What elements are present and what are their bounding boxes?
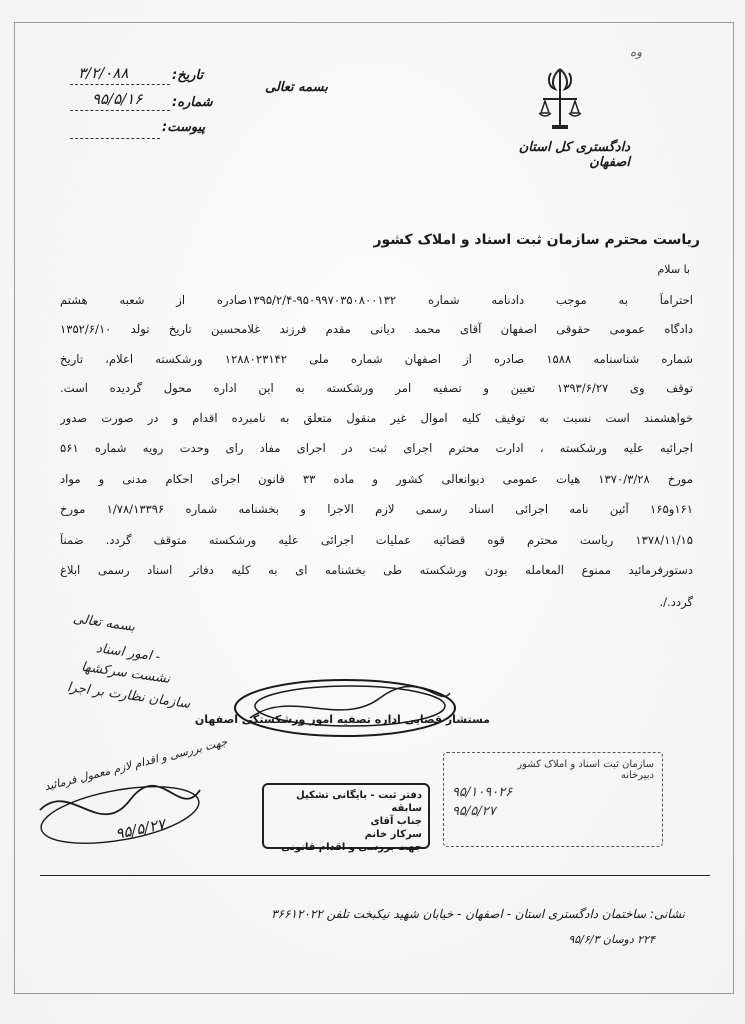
archive-stamp-purpose: جهت بررسی و اقدام قانونی (281, 842, 422, 853)
body-line: توقف وی ۱۳۹۳/۶/۲۷ تعیین و تصفیه امر ورشکسته به این اداره محول گردیده است. (60, 381, 693, 395)
body-line: ۱۶۱و۱۶۵ آئین نامه اجرائی اسناد رسمی لازم الاجرا و بخشنامه شماره ۱/۷۸/۱۳۳۹۶ مورخ (60, 502, 693, 516)
archive-stamp-title: دفتر ثبت - بایگانی تشکیل سابقه (296, 790, 422, 814)
body-line: دادگاه عمومی حقوقی اصفهان آقای محمد دیانی مقدم فرزند غلامحسین تاریخ تولد ۱۳۵۲/۶/۱۰ (60, 322, 693, 336)
body-line: ۱۳۷۸/۱۱/۱۵ ریاست محترم قوه قضائیه عملیات اجرائی علیه ورشکسته متوقف گردد. ضمناً (60, 533, 693, 547)
signature-title: مستشار قضایی اداره تصفیه امور ورشکستگی اصفهان (194, 713, 490, 726)
date-label: تاریخ: (172, 68, 204, 83)
footer-address: نشانی: ساختمان دادگستری استان - اصفهان - خیابان شهید نیکبخت تلفن ۳۶۶۱۲۰۲۲ (271, 907, 685, 921)
footer-divider (40, 875, 710, 876)
letter-recipient: ریاست محترم سازمان ثبت اسناد و املاک کشور (373, 232, 700, 248)
footer-note: ۲۲۴ دوسان ۹۵/۶/۳ (568, 933, 655, 946)
number-underline (70, 110, 170, 111)
body-line: خواهشمند است نسبت به توقیف کلیه اموال غیر منقول متعلق به نامبرده اقدام و در صورت صدور (60, 411, 693, 425)
attachment-label: پیوست: (162, 120, 206, 135)
registry-stamp-office: دبیرخانه (620, 770, 654, 781)
registry-stamp-date: ۹۵/۵/۲۷ (452, 804, 496, 819)
registry-stamp-number: ۹۵/۱۰۹۰۲۶ (452, 785, 513, 800)
body-line: دستورفرمائید ممنوع المعامله بودن ورشکسته طی بخشنامه ای به کلیه دفاتر اسناد رسمی ابلاغ (60, 563, 693, 577)
letter-greeting: با سلام (657, 263, 690, 276)
margin-note: جهت بررسی و اقدام لازم معمول فرمائید (42, 735, 229, 794)
body-line: احتراماً به موجب دادنامه شماره ۹۵۰۹۹۷۰۳۵۰۸۰۰۱۳۲-۱۳۹۵/۲/۴صادره از شعبه هشتم (60, 293, 693, 307)
margin-note: - امور اسناد (95, 641, 162, 665)
judiciary-emblem-icon (535, 65, 585, 135)
corner-mark: وه (630, 45, 643, 59)
body-line: شماره شناسنامه ۱۵۸۸ صادره از اصفهان شماره ملی ۱۲۸۸۰۲۳۱۴۲ ورشکسته اعلام، تاریخ (60, 352, 693, 366)
number-label: شماره: (172, 95, 213, 110)
margin-note: بسمه تعالی (72, 611, 137, 635)
registry-stamp-org: سازمان ثبت اسناد و املاک کشور (517, 759, 654, 770)
attachment-underline (70, 138, 160, 139)
registry-stamp (443, 752, 663, 847)
number-value: ۹۵/۵/۱۶ (92, 90, 143, 108)
handwritten-date: ۹۵/۵/۲۷ (113, 814, 167, 844)
body-line-last: گردد./. (659, 595, 693, 609)
archive-stamp-mr: جناب آقای (370, 816, 422, 827)
organization-name: دادگستری کل استان اصفهان (518, 140, 630, 170)
date-value: ۳/۲/۰۸۸ (78, 64, 129, 82)
margin-note: سازمان نظارت بر اجرا (66, 679, 192, 712)
date-underline (70, 84, 170, 85)
body-line: اجرائیه علیه ورشکسته ، ادارت محترم اجرای ثبت در اجرای مفاد رای وحدت رویه شماره ۵۶۱ (60, 441, 693, 455)
signature-scribble-icon (230, 668, 460, 748)
margin-note: نشست سرکشها (80, 659, 172, 687)
archive-stamp-mrs: سرکار خانم (364, 829, 422, 840)
archive-stamp (262, 783, 430, 853)
bismillah-heading: بسمه تعالی (265, 80, 328, 95)
body-line: مورخ ۱۳۷۰/۳/۲۸ هیات عمومی دیوانعالی کشور و ماده ۳۳ قانون اجرای احکام مدنی و مواد (60, 472, 693, 486)
